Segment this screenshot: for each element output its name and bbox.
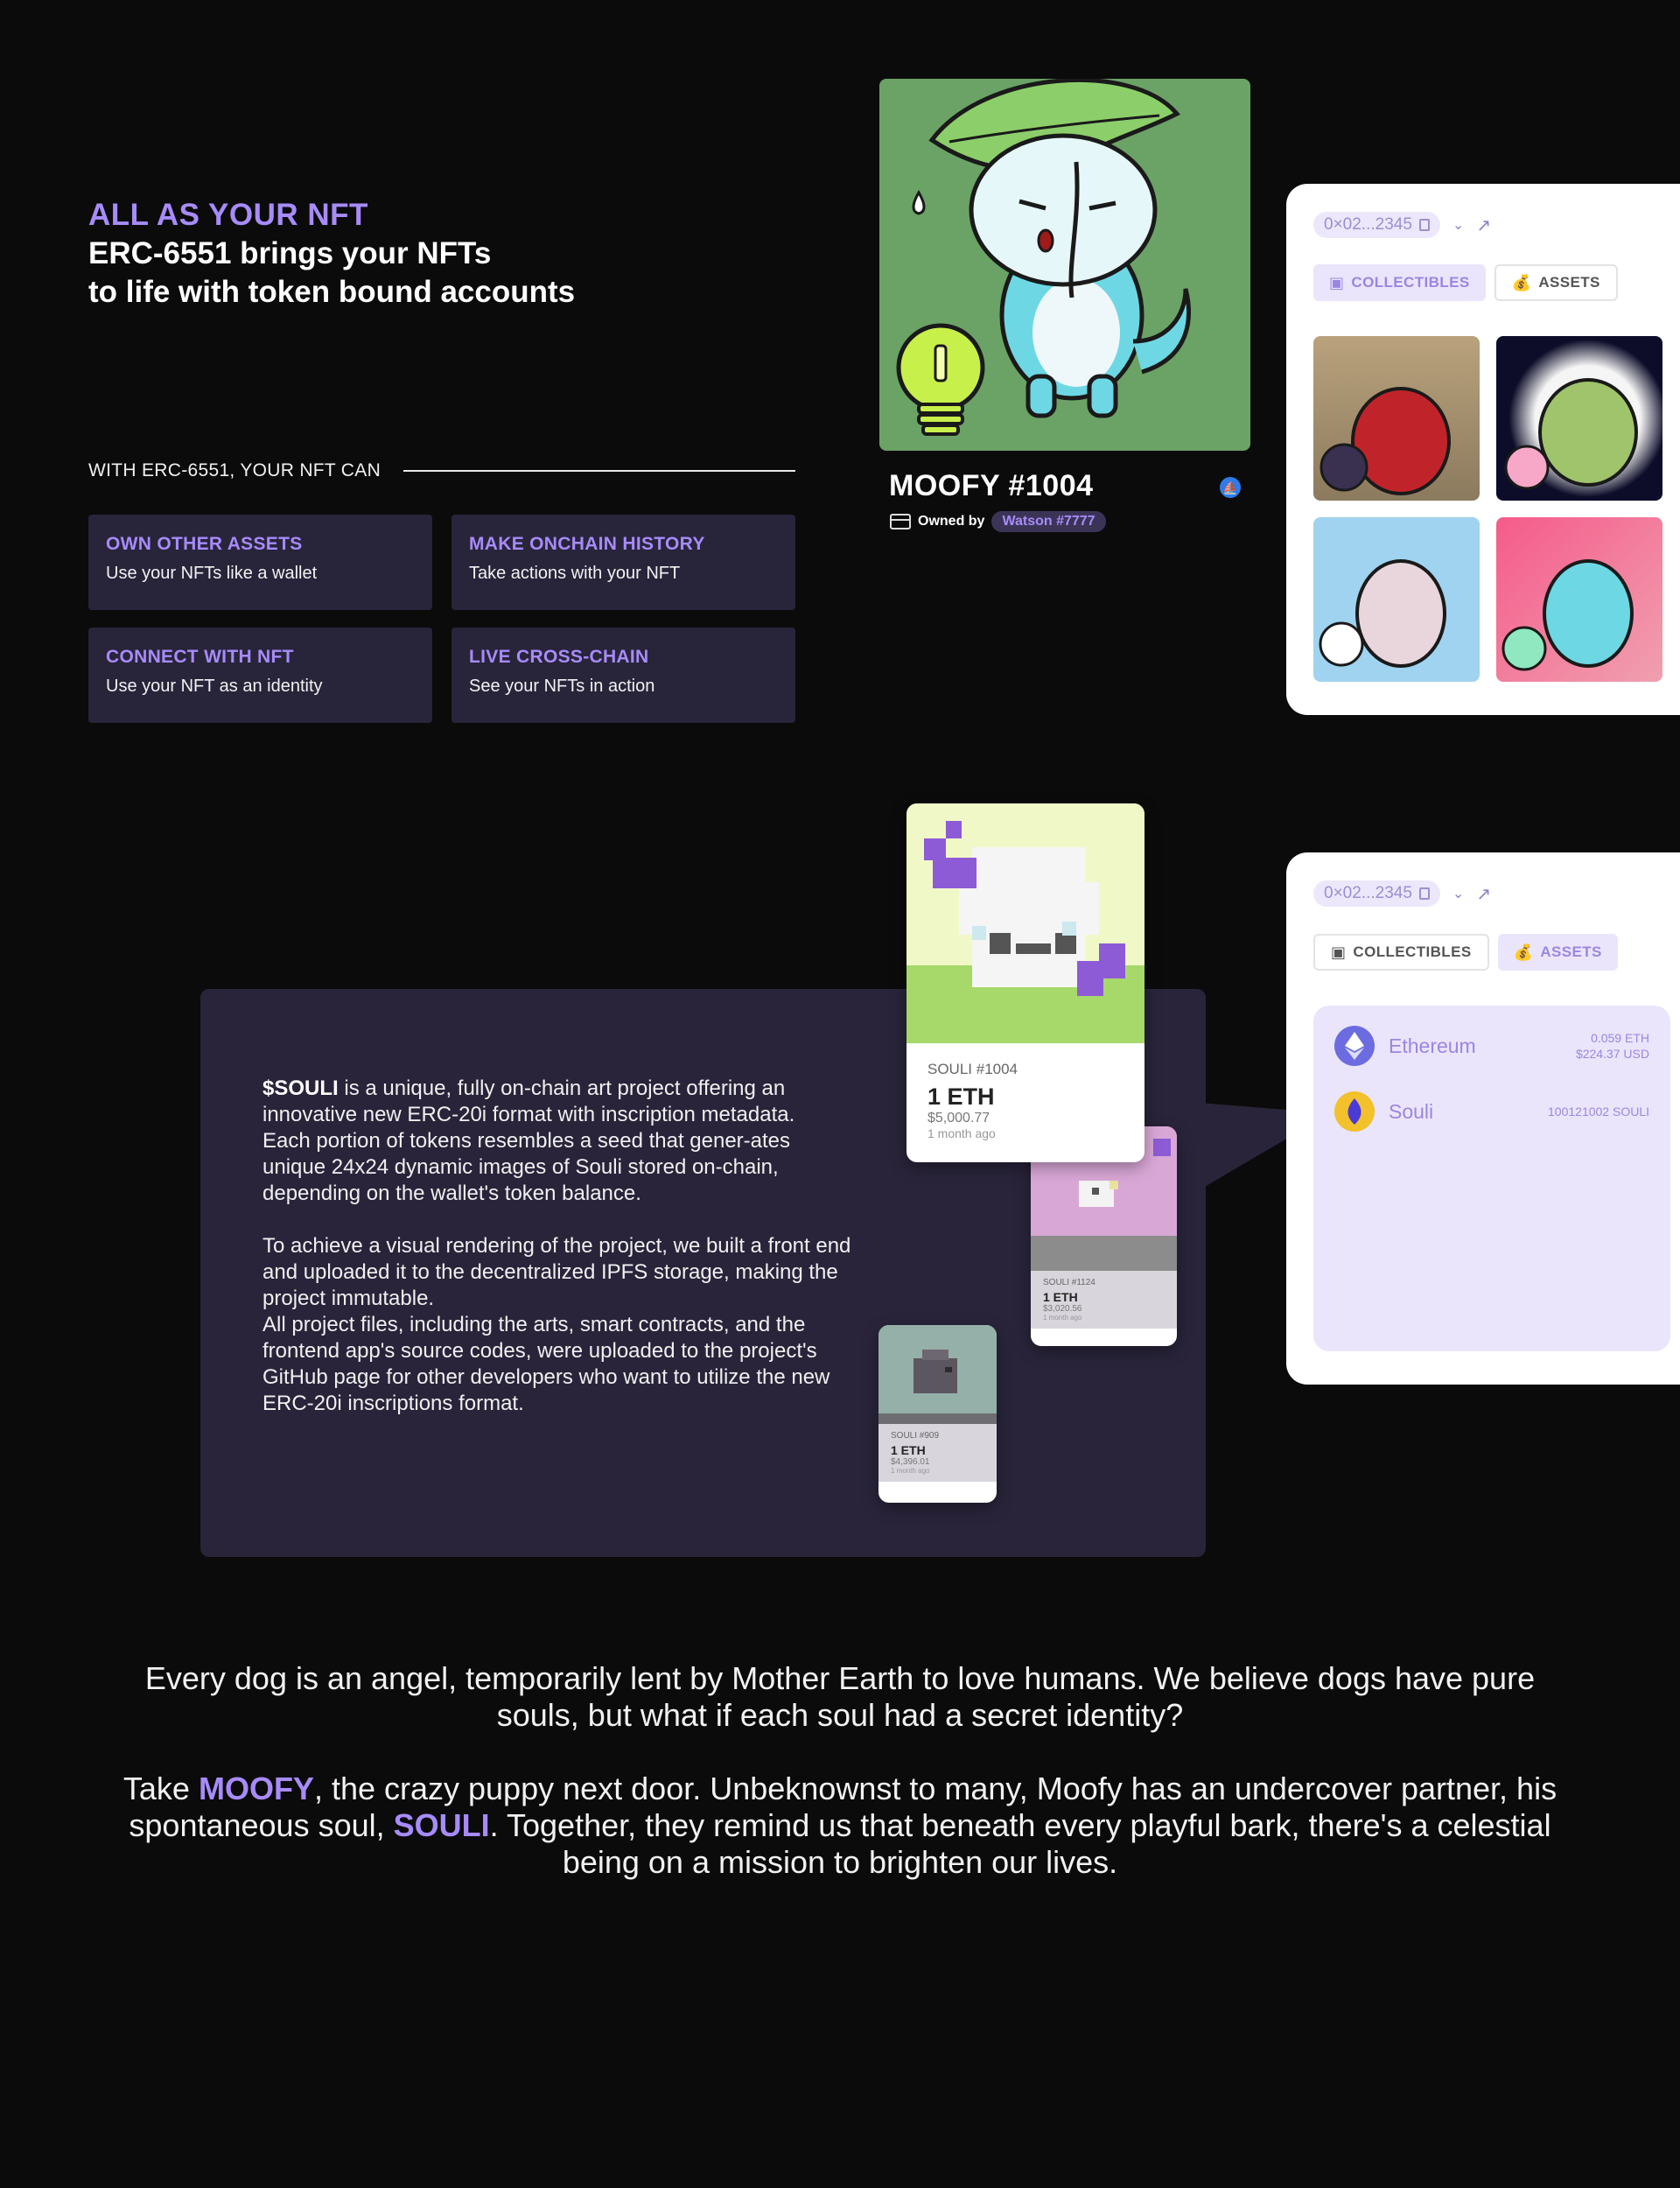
feature-card-cross-chain <box>452 628 795 723</box>
asset-amount-token: 0.059 ETH <box>1591 1031 1649 1045</box>
address-pill[interactable] <box>1313 212 1440 238</box>
souli-price-eth: 1 ETH <box>928 1083 995 1110</box>
feature-title: OWN OTHER ASSETS <box>106 534 303 554</box>
ethereum-icon <box>1334 1026 1375 1066</box>
owner-row <box>890 511 1106 532</box>
external-link-icon[interactable]: ↗ <box>1476 884 1492 904</box>
tab-label: COLLECTIBLES <box>1351 274 1470 291</box>
souli-card-1004[interactable] <box>906 803 1144 1162</box>
tab-label: COLLECTIBLES <box>1353 943 1472 960</box>
feature-desc: Use your NFTs like a wallet <box>106 564 318 583</box>
wallet-tabs <box>1313 264 1618 301</box>
chevron-down-icon[interactable]: ⌄ <box>1452 218 1465 233</box>
feature-card-onchain-history <box>452 515 795 610</box>
souli-id: SOULI #1004 <box>928 1061 1018 1077</box>
wallet-card-icon <box>890 514 911 529</box>
souli-ipfs-text: To achieve a visual rendering of the project, we built a front end and uploaded it to the decentralized IPFS storage, making the project immutable. <box>262 1234 851 1310</box>
opensea-icon[interactable]: ⛵ <box>1220 477 1241 498</box>
collectible-thumb-white[interactable] <box>1313 517 1480 682</box>
money-bag-icon: 💰 <box>1513 943 1534 961</box>
assets-list <box>1313 1006 1670 1351</box>
souli-time: 1 month ago <box>891 1467 930 1475</box>
wallet-panel-collectibles <box>1286 184 1680 715</box>
souli-price-eth: 1 ETH <box>891 1443 926 1457</box>
feature-desc: See your NFTs in action <box>469 677 655 696</box>
souli-time: 1 month ago <box>1043 1314 1082 1322</box>
souli-paragraph-1 <box>262 1076 858 1207</box>
asset-amount-usd: $224.37 USD <box>1575 1047 1649 1061</box>
address-pill[interactable] <box>1313 880 1440 907</box>
souli-pixel-image <box>906 803 1144 1043</box>
tab-collectibles[interactable] <box>1313 264 1486 301</box>
souli-price-usd: $5,000.77 <box>928 1111 990 1126</box>
capabilities-label: WITH ERC-6551, YOUR NFT CAN <box>88 460 382 480</box>
section-headline <box>88 235 701 312</box>
copy-icon[interactable] <box>1419 219 1430 231</box>
divider-line <box>403 470 795 472</box>
section-eyebrow: ALL AS YOUR NFT <box>88 198 368 232</box>
souli-id: SOULI #1124 <box>1043 1278 1096 1287</box>
asset-row-ethereum[interactable] <box>1334 1024 1649 1068</box>
owner-badge[interactable]: Watson #7777 <box>991 511 1105 532</box>
souli-time: 1 month ago <box>928 1126 996 1140</box>
asset-amount-token: 100121002 SOULI <box>1548 1105 1649 1119</box>
feature-card-own-assets <box>88 515 432 610</box>
capabilities-heading-row <box>88 460 795 481</box>
souli-price-usd: $3,020.56 <box>1043 1304 1082 1314</box>
money-bag-icon: 💰 <box>1511 273 1532 291</box>
image-icon: ▣ <box>1329 273 1345 291</box>
asset-name: Souli <box>1389 1099 1434 1123</box>
tab-label: ASSETS <box>1538 274 1600 291</box>
address-row <box>1313 212 1491 238</box>
external-link-icon[interactable]: ↗ <box>1476 215 1492 235</box>
souli-paragraph-2 <box>262 1233 858 1417</box>
feature-title: CONNECT WITH NFT <box>106 647 294 667</box>
souli-price-eth: 1 ETH <box>1043 1290 1078 1304</box>
feature-title: MAKE ONCHAIN HISTORY <box>469 534 705 554</box>
feature-desc: Use your NFT as an identity <box>106 677 323 696</box>
collectible-thumb-red[interactable] <box>1313 336 1480 501</box>
feature-title: LIVE CROSS-CHAIN <box>469 647 649 667</box>
wallet-panel-assets <box>1286 852 1680 1385</box>
asset-row-souli[interactable] <box>1334 1090 1649 1133</box>
asset-name: Ethereum <box>1389 1034 1476 1057</box>
feature-desc: Take actions with your NFT <box>469 564 681 583</box>
tab-assets[interactable] <box>1498 934 1618 971</box>
souli-highlight: SOULI <box>393 1807 490 1843</box>
souli-price-usd: $4,396.01 <box>891 1457 930 1467</box>
souli-id: SOULI #909 <box>891 1431 940 1441</box>
collectible-thumb-green[interactable] <box>1496 336 1662 501</box>
story-text: Take <box>122 1771 199 1806</box>
souli-intro: is a unique, fully on-chain art project offering an innovative new ERC-20i format with inscription metadata. <box>262 1076 795 1126</box>
story-text: . Together, they remind us that beneath every playful bark, there's a celestial being on a mission to brighten our lives. <box>489 1807 1551 1880</box>
headline-line-1: ERC-6551 brings your NFTs <box>88 236 492 270</box>
moofy-nft-image[interactable] <box>879 79 1250 451</box>
wallet-address: 0×02...2345 <box>1324 884 1412 902</box>
wallet-tabs <box>1313 934 1618 971</box>
souli-pixel-image <box>878 1325 997 1413</box>
address-row <box>1313 880 1491 907</box>
tab-collectibles[interactable] <box>1313 934 1489 971</box>
story-paragraph-2 <box>105 1771 1575 1881</box>
tab-label: ASSETS <box>1540 943 1602 960</box>
owned-by-label: Owned by <box>918 514 985 529</box>
asset-amount <box>1576 1030 1649 1062</box>
feature-card-connect <box>88 628 432 723</box>
souli-seed-text: Each portion of tokens resembles a seed that gener-ates unique 24x24 dynamic images of Souli stored on-chain, depending on the wallet's token balance. <box>262 1129 791 1205</box>
tab-assets[interactable] <box>1494 264 1618 301</box>
souli-github-text: All project files, including the arts, smart contracts, and the frontend app's source codes, were uploaded to the project's GitHub page for other developers who want to utilize the new ERC-20i inscriptions format. <box>262 1313 830 1415</box>
souli-card-909[interactable] <box>878 1325 997 1503</box>
headline-line-2: to life with token bound accounts <box>88 275 576 309</box>
souli-description <box>262 1076 858 1417</box>
asset-amount <box>1548 1104 1649 1119</box>
souli-token-icon <box>1334 1091 1375 1132</box>
collectible-thumb-blue[interactable] <box>1496 517 1662 682</box>
chevron-down-icon[interactable]: ⌄ <box>1452 887 1465 901</box>
moofy-highlight: MOOFY <box>198 1771 314 1806</box>
souli-brand: $SOULI <box>262 1076 339 1100</box>
image-icon: ▣ <box>1331 943 1347 961</box>
story-text: , the crazy puppy next door. Unbeknownst to many, Moofy has an undercover partner, his spontaneous soul, <box>129 1771 1558 1843</box>
nft-title: MOOFY #1004 <box>889 469 1094 502</box>
wallet-address: 0×02...2345 <box>1324 215 1412 234</box>
copy-icon[interactable] <box>1419 887 1430 900</box>
story-paragraph-1: Every dog is an angel, temporarily lent by Mother Earth to love humans. We believe dogs have pure souls, but what if each soul had a secret identity? <box>144 1660 1536 1733</box>
